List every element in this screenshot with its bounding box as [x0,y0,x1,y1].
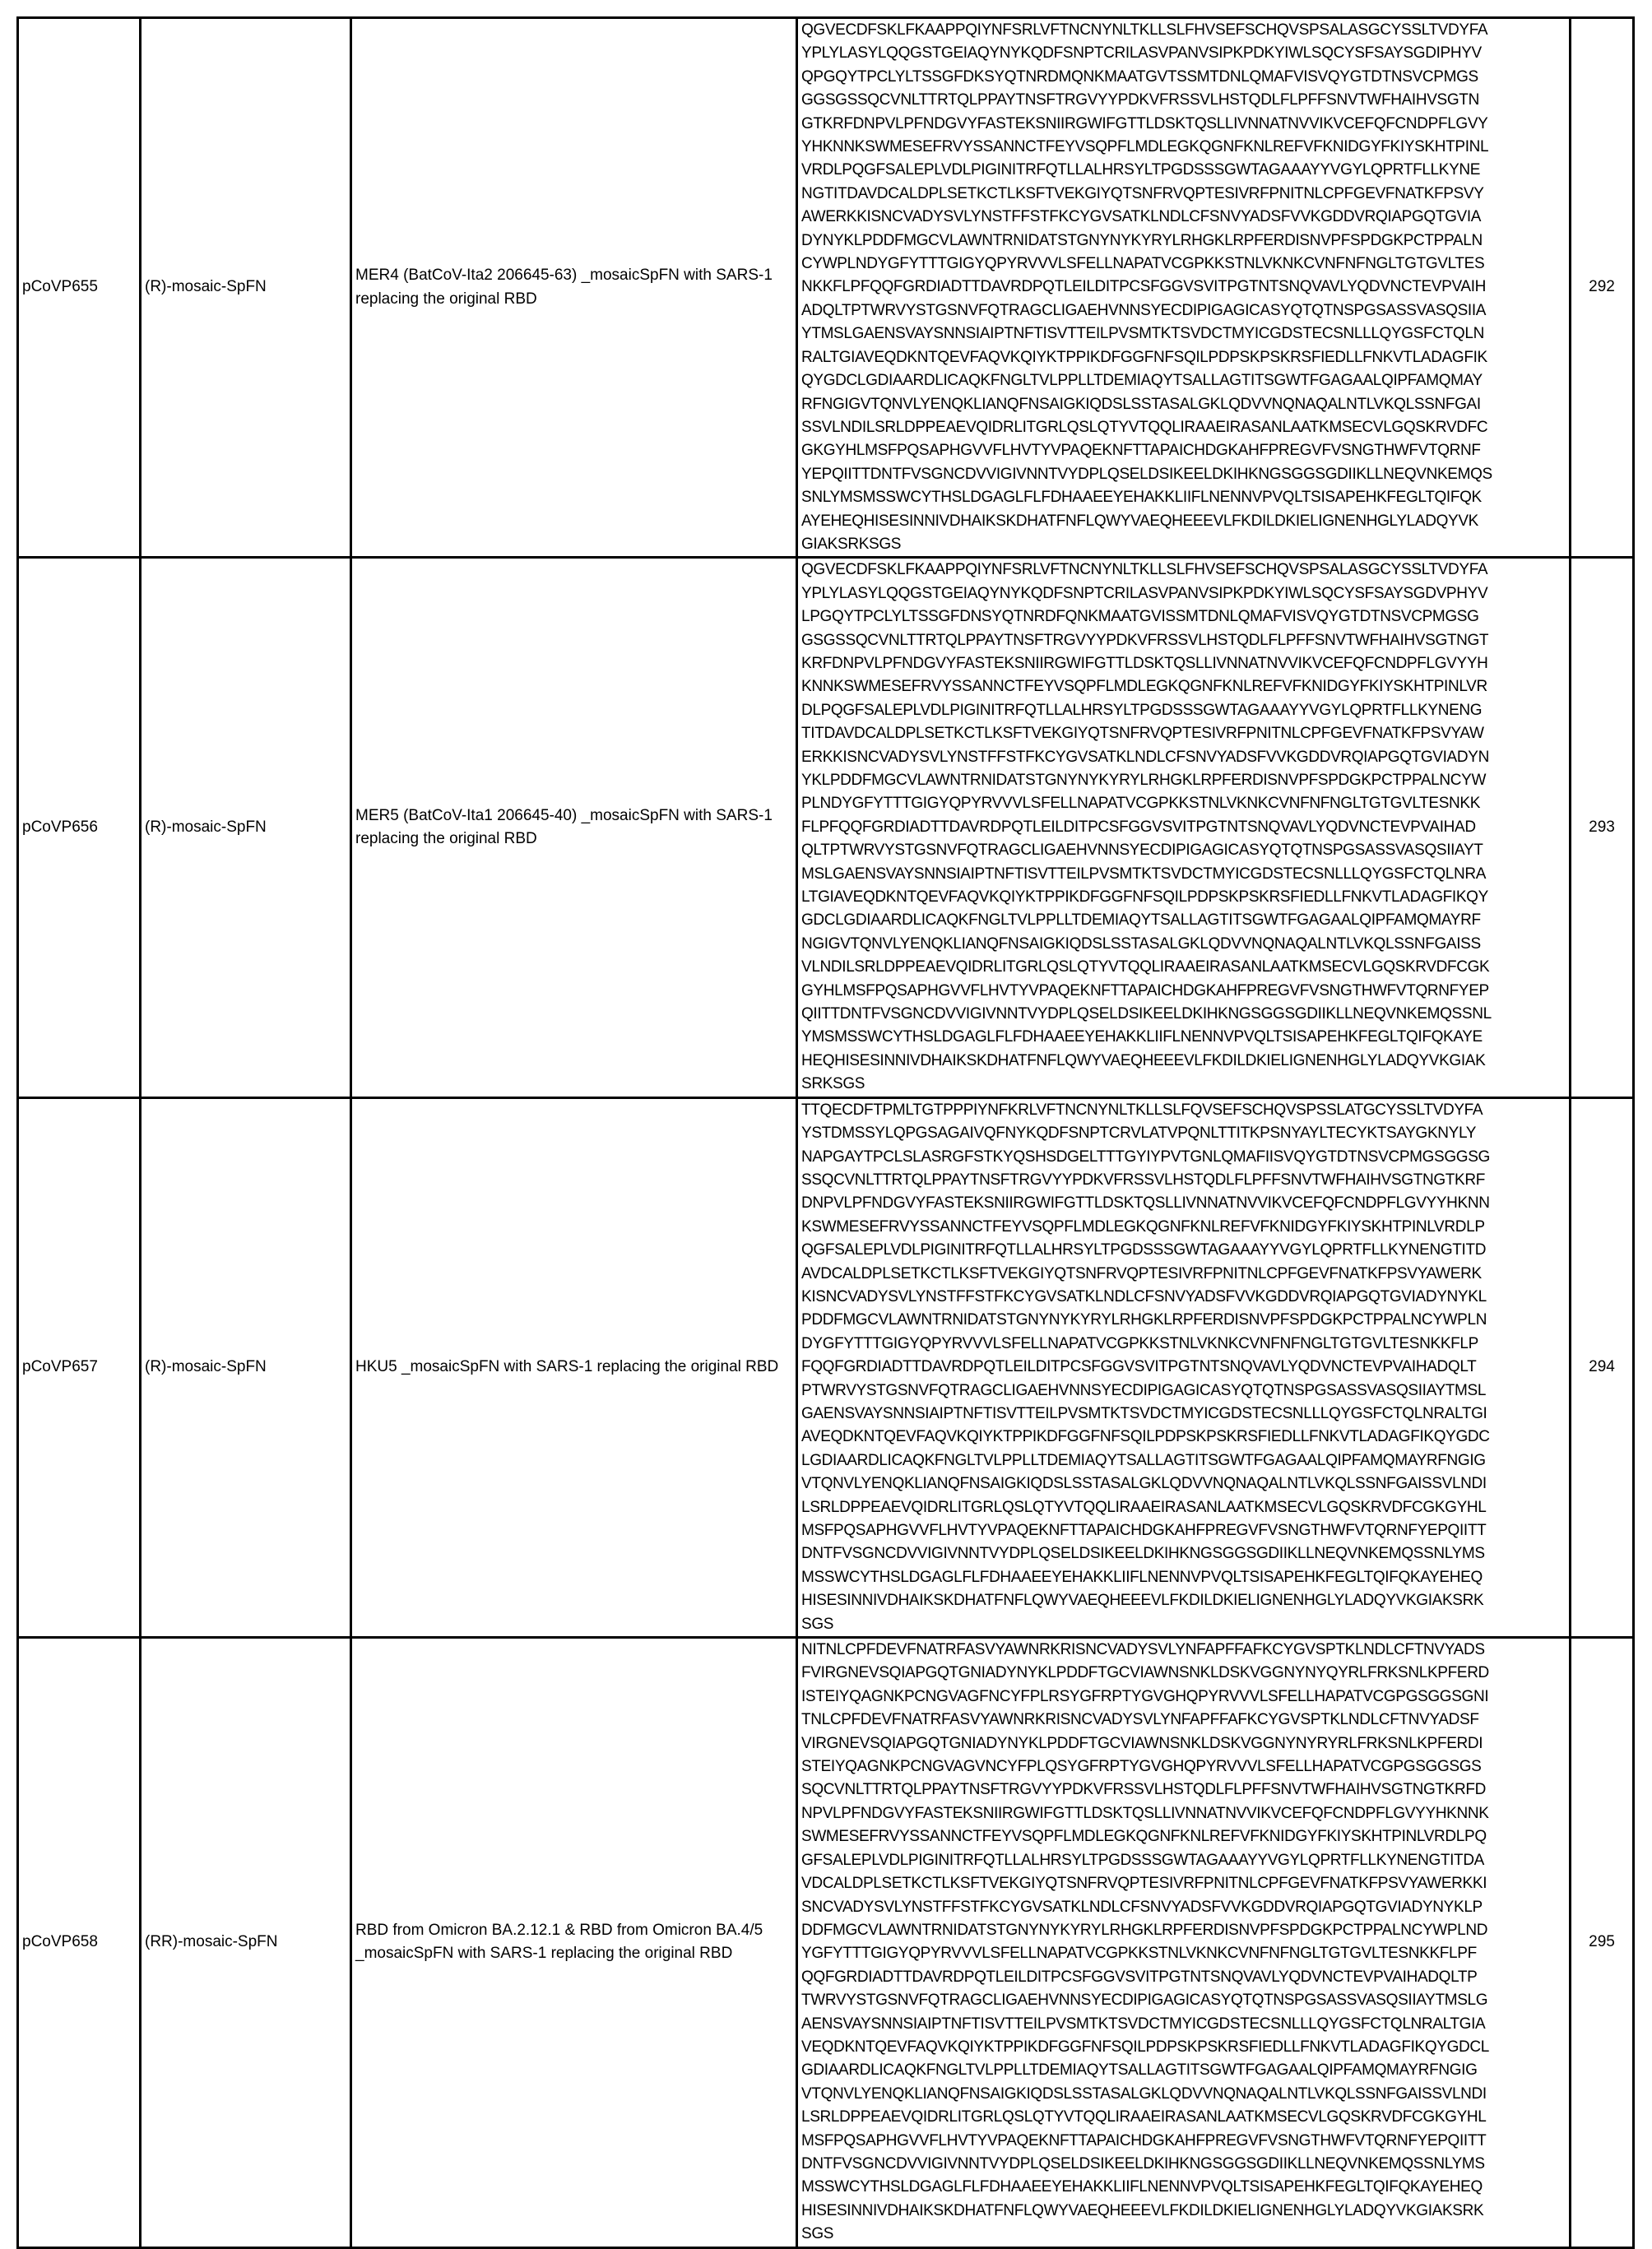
sequence-line: HISESINNIVDHAIKSKDHATFNFLQWYVAEQHEEEVLFKDILDKIELIGNENHGLYLADQYVKGIAKSRK [801,1592,1484,1610]
construct-id-cell: pCoVP658 [18,1638,141,2248]
sequence-line: DDFMGCVLAWNTRNIDATSTGNYNYKYRYLRHGKLRPFERDISNVPFSPDGKPCTPPALNCYWPLND [801,1921,1488,1939]
sequence-line: LSRLDPPEAEVQIDRLITGRLQSLQTYVTQQLIRAAEIRASANLAATKMSECVLGQSKRVDFCGKGYHL [801,2108,1487,2126]
sequence-line: LPGQYTPCLYLTSSGFDNSYQTNRDFQNKMAATGVISSMTDNLQMAFVISVQYGTDTNSVCPMGSG [801,608,1479,626]
sequence-line: GFSALEPLVDLPIGINITRFQTLLALHRSYLTPGDSSSGWTAGAAAYYVGYLQPRTFLLKYNENGTITDA [801,1851,1485,1869]
sequence-line: PDDFMGCVLAWNTRNIDATSTGNYNYKYRYLRHGKLRPFERDISNVPFSPDGKPCTPPALNCYWPLN [801,1311,1487,1329]
sequence-line: AYEHEQHISESINNIVDHAIKSKDHATFNFLQWYVAEQHEEEVLFKDILDKIELIGNENHGLYLADQYVK [801,512,1478,530]
sequence-line: QGVECDFSKLFKAAPPQIYNFSRLVFTNCNYNLTKLLSLFHVSEFSCHQVSPSALASGCYSSLTVDYFA [801,561,1488,579]
sequence-line: VIRGNEVSQIAPGQTGNIADYNYKLPDDFTGCVIAWNSNKLDSKVGGNYNYRYRLFRKSNLKPFERDI [801,1734,1483,1752]
sequence-line: AVEQDKNTQEVFAQVKQIYKTPPIKDFGGFNFSQILPDPSKPSKRSFIEDLLFNKVTLADAGFIKQYGDC [801,1428,1490,1446]
sequence-line: STEIYQAGNKPCNGVAGVNCYFPLQSYGFRPTYGVGHQPYRVVVLSFELLHAPATVCGPGSGGSGS [801,1758,1482,1776]
sequence-line: MSFPQSAPHGVVFLHVTYVPAQEKNFTTAPAICHDGKAHFPREGVFVSNGTHWFVTQRNFYEPQIITT [801,2131,1487,2149]
sequence-line: DNTFVSGNCDVVIGIVNNTVYDPLQSELDSIKEELDKIHKNGSGGSGDIIKLLNEQVNKEMQSSNLYMS [801,2154,1485,2172]
sequence-cell [797,18,1571,558]
sequence-line: GKGYHLMSFPQSAPHGVVFLHVTYVPAQEKNFTTAPAICHDGKAHFPREGVFVSNGTHWFVTQRNF [801,442,1481,460]
sequence-line: VEQDKNTQEVFAQVKQIYKTPPIKDFGGFNFSQILPDPSKPSKRSFIEDLLFNKVTLADAGFIKQYGDCL [801,2038,1489,2056]
sequence-line: HISESINNIVDHAIKSKDHATFNFLQWYVAEQHEEEVLFKDILDKIELIGNENHGLYLADQYVKGIAKSRK [801,2201,1484,2219]
sequence-line: NPVLPFNDGVYFASTEKSNIIRGWIFGTTLDSKTQSLLIVNNATNVVIKVCEFQFCNDPFLGVYYHKNNK [801,1804,1489,1822]
sequence-line: MSSWCYTHSLDGAGLFLFDHAAEEYEHAKKLIIFLNENNVPVQLTSISAPEHKFEGLTQIFQKAYEHEQ [801,2178,1483,2196]
seq-id-number-cell: 294 [1571,1097,1634,1637]
sequence-line: ADQLTPTWRVYSTGSNVFQTRAGCLIGAEHVNNSYECDIPIGAGICASYQTQTNSPGSASSVASQSIIA [801,301,1487,319]
sequence-line: ERKKISNCVADYSVLYNSTFFSTFKCYGVSATKLNDLCFSNVYADSFVVKGDDVRQIAPGQTGVIADYN [801,748,1489,766]
sequence-cell [797,1638,1571,2248]
sequence-line: PTWRVYSTGSNVFQTRAGCLIGAEHVNNSYECDIPIGAGICASYQTQTNSPGSASSVASQSIIAYTMSL [801,1381,1487,1399]
sequence-line: YEPQIITTDNTFVSGNCDVVIGIVNNTVYDPLQSELDSIKEELDKIHKNGSGGSGDIIKLLNEQVNKEMQS [801,465,1492,483]
sequence-line: LSRLDPPEAEVQIDRLITGRLQSLQTYVTQQLIRAAEIRASANLAATKMSECVLGQSKRVDFCGKGYHL [801,1498,1487,1516]
sequence-line: HEQHISESINNIVDHAIKSKDHATFNFLQWYVAEQHEEEVLFKDILDKIELIGNENHGLYLADQYVKGIAK [801,1051,1486,1069]
sequence-line: SRKSGS [801,1075,865,1093]
sequence-line: QQFGRDIADTTDAVRDPQTLEILDITPCSFGGVSVITPGTNTSNQVAVLYQDVNCTEVPVAIHADQLTP [801,1968,1478,1986]
sequence-line: NITNLCPFDEVFNATRFASVYAWNRKRISNCVADYSVLYNFAPFFAFKCYGVSPTKLNDLCFTNVYADS [801,1641,1485,1659]
sequence-line: KNNKSWMESEFRVYSSANNCTFEYVSQPFLMDLEGKQGNFKNLREFVFKNIDGYFKIYSKHTPINLVR [801,678,1487,696]
table-row [18,558,1634,1097]
sequence-line: DYNYKLPDDFMGCVLAWNTRNIDATSTGNYNYKYRYLRHGKLRPFERDISNVPFSPDGKPCTPPALN [801,231,1483,249]
construct-type-cell: (RR)-mosaic-SpFN [141,1638,351,2248]
construct-type-cell: (R)-mosaic-SpFN [141,1097,351,1637]
sequence-line: QGVECDFSKLFKAAPPQIYNFSRLVFTNCNYNLTKLLSLFHVSEFSCHQVSPSALASGCYSSLTVDYFA [801,21,1488,39]
sequence-line: TTQECDFTPMLTGTPPPIYNFKRLVFTNCNYNLTKLLSLFQVSEFSCHQVSPSSLATGCYSSLTVDYFA [801,1101,1483,1119]
sequence-line: SGS [801,2225,834,2243]
sequence-line: QYGDCLGDIAARDLICAQKFNGLTVLPPLLTDEMIAQYTSALLAGTITSGWTFGAGAALQIPFAMQMAY [801,372,1483,390]
sequence-line: RFNGIGVTQNVLYENQKLIANQFNSAIGKIQDSLSSTASALGKLQDVVNQNAQALNTLVKQLSSNFGAI [801,395,1481,413]
sequence-line: AWERKKISNCVADYSVLYNSTFFSTFKCYGVSATKLNDLCFSNVYADSFVVKGDDVRQIAPGQTGVIA [801,208,1482,226]
sequence-line: KRFDNPVLPFNDGVYFASTEKSNIIRGWIFGTTLDSKTQSLLIVNNATNVVIKVCEFQFCNDPFLGVYYH [801,654,1488,672]
sequence-line: YGFYTTTGIGYQPYRVVVLSFELLNAPATVCGPKKSTNLVKNKCVNFNFNGLTGTGVLTESNKKFLPF [801,1945,1477,1963]
sequence-line: VTQNVLYENQKLIANQFNSAIGKIQDSLSSTASALGKLQDVVNQNAQALNTLVKQLSSNFGAISSVLNDI [801,2084,1487,2103]
construct-id-cell: pCoVP657 [18,1097,141,1637]
sequence-line: MSSWCYTHSLDGAGLFLFDHAAEEYEHAKKLIIFLNENNVPVQLTSISAPEHKFEGLTQIFQKAYEHEQ [801,1568,1483,1586]
sequence-line: GDCLGDIAARDLICAQKFNGLTVLPPLLTDEMIAQYTSALLAGTITSGWTFGAGAALQIPFAMQMAYRF [801,911,1481,930]
sequence-line: GSGSSQCVNLTTRTQLPPAYTNSFTRGVYYPDKVFRSSVLHSTQDLFLPFFSNVTWFHAIHVSGTNGT [801,631,1489,649]
sequence-line: FQQFGRDIADTTDAVRDPQTLEILDITPCSFGGVSVITPGTNTSNQVAVLYQDVNCTEVPVAIHADQLT [801,1358,1477,1376]
sequence-line: DLPQGFSALEPLVDLPIGINITRFQTLLALHRSYLTPGDSSSGWTAGAAAYYVGYLQPRTFLLKYNENG [801,701,1483,719]
sequence-line: DNPVLPFNDGVYFASTEKSNIIRGWIFGTTLDSKTQSLLIVNNATNVVIKVCEFQFCNDPFLGVYYHKNN [801,1194,1490,1213]
table-row [18,18,1634,558]
sequence-line: SWMESEFRVYSSANNCTFEYVSQPFLMDLEGKQGNFKNLREFVFKNIDGYFKIYSKHTPINLVRDLPQ [801,1828,1487,1846]
seq-id-number-cell: 295 [1571,1638,1634,2248]
sequence-line: AVDCALDPLSETKCTLKSFTVEKGIYQTSNFRVQPTESIVRFPNITNLCPFGEVFNATKFPSVYAWERK [801,1264,1482,1282]
sequence-line: NKKFLPFQQFGRDIADTTDAVRDPQTLEILDITPCSFGGVSVITPGTNTSNQVAVLYQDVNCTEVPVAIH [801,278,1487,296]
sequence-line: RALTGIAVEQDKNTQEVFAQVKQIYKTPPIKDFGGFNFSQILPDPSKPSKRSFIEDLLFNKVTLADAGFIK [801,348,1487,366]
sequence-line: YPLYLASYLQQGSTGEIAQYNYKQDFSNPTCRILASVPANVSIPKPDKYIWLSQCYSFSAYSGDIPHYV [801,44,1482,63]
sequence-line: YKLPDDFMGCVLAWNTRNIDATSTGNYNYKYRYLRHGKLRPFERDISNVPFSPDGKPCTPPALNCYW [801,772,1487,789]
sequence-line: SNLYMSMSSWCYTHSLDGAGLFLFDHAAEEYEHAKKLIIFLNENNVPVQLTSISAPEHKFEGLTQIFQK [801,489,1482,507]
sequence-line: VTQNVLYENQKLIANQFNSAIGKIQDSLSSTASALGKLQDVVNQNAQALNTLVKQLSSNFGAISSVLNDI [801,1475,1487,1493]
sequence-line: TITDAVDCALDPLSETKCTLKSFTVEKGIYQTSNFRVQPTESIVRFPNITNLCPFGEVFNATKFPSVYAW [801,725,1484,743]
sequence-line: YMSMSSWCYTHSLDGAGLFLFDHAAEEYEHAKKLIIFLNENNVPVQLTSISAPEHKFEGLTQIFQKAYE [801,1028,1483,1046]
sequence-line: ISTEIYQAGNKPCNGVAGFNCYFPLRSYGFRPTYGVGHQPYRVVVLSFELLHAPATVCGPGSGGSGNI [801,1687,1489,1705]
sequence-line: FVIRGNEVSQIAPGQTGNIADYNYKLPDDFTGCVIAWNSNKLDSKVGGNYNYQYRLFRKSNLKPFERD [801,1664,1489,1682]
sequence-line: CYWPLNDYGFYTTTGIGYQPYRVVVLSFELLNAPATVCGPKKSTNLVKNKCVNFNFNGLTGTGVLTES [801,255,1485,273]
sequence-line: SGS [801,1615,834,1633]
sequence-line: NAPGAYTPCLSLASRGFSTKYQSHSDGELTTTGYIYPVTGNLQMAFIISVQYGTDTNSVCPMGSGGSG [801,1148,1490,1166]
sequence-line: QPGQYTPCLYLTSSGFDKSYQTNRDMQNKMAATGVTSSMTDNLQMAFVISVQYGTDTNSVCPMGS [801,67,1478,86]
sequence-line: YSTDMSSYLQPGSAGAIVQFNYKQDFSNPTCRVLATVPQNLTTITKPSNYAYLTECYKTSAYGKNYLY [801,1124,1477,1143]
sequence-line: FLPFQQFGRDIADTTDAVRDPQTLEILDITPCSFGGVSVITPGTNTSNQVAVLYQDVNCTEVPVAIHAD [801,818,1476,836]
sequence-line: TNLCPFDEVFNATRFASVYAWNRKRISNCVADYSVLYNFAPFFAFKCYGVSPTKLNDLCFTNVYADSF [801,1711,1479,1729]
sequence-line: MSFPQSAPHGVVFLHVTYVPAQEKNFTTAPAICHDGKAHFPREGVFVSNGTHWFVTQRNFYEPQIITT [801,1522,1487,1539]
sequence-line: KISNCVADYSVLYNSTFFSTFKCYGVSATKLNDLCFSNVYADSFVVKGDDVRQIAPGQTGVIADYNYKL [801,1287,1487,1305]
description-cell: RBD from Omicron BA.2.12.1 & RBD from Omicron BA.4/5 _mosaicSpFN with SARS-1 replacing the original RBD [351,1638,797,2248]
sequence-cell [797,558,1571,1097]
sequence-line: SNCVADYSVLYNSTFFSTFKCYGVSATKLNDLCFSNVYADSFVVKGDDVRQIAPGQTGVIADYNYKLP [801,1898,1483,1916]
sequence-line: VDCALDPLSETKCTLKSFTVEKGIYQTSNFRVQPTESIVRFPNITNLCPFGEVFNATKFPSVYAWERKKI [801,1875,1487,1893]
sequence-line: LTGIAVEQDKNTQEVFAQVKQIYKTPPIKDFGGFNFSQILPDPSKPSKRSFIEDLLFNKVTLADAGFIKQY [801,888,1488,907]
sequence-line: DNTFVSGNCDVVIGIVNNTVYDPLQSELDSIKEELDKIHKNGSGGSGDIIKLLNEQVNKEMQSSNLYMS [801,1545,1485,1563]
sequence-cell [797,1097,1571,1637]
sequence-line: QGFSALEPLVDLPIGINITRFQTLLALHRSYLTPGDSSSGWTAGAAAYYVGYLQPRTFLLKYNENGTITD [801,1241,1487,1259]
sequence-line: GYHLMSFPQSAPHGVVFLHVTYVPAQEKNFTTAPAICHDGKAHFPREGVFVSNGTHWFVTQRNFYEP [801,981,1489,999]
sequence-line: YPLYLASYLQQGSTGEIAQYNYKQDFSNPTCRILASVPANVSIPKPDKYIWLSQCYSFSAYSGDVPHYV [801,584,1488,602]
sequence-line: GTKRFDNPVLPFNDGVYFASTEKSNIIRGWIFGTTLDSKTQSLLIVNNATNVVIKVCEFQFCNDPFLGVY [801,114,1488,132]
table-row [18,1638,1634,2248]
sequence-line: MSLGAENSVAYSNNSIAIPTNFTISVTTEILPVSMTKTSVDCTMYICGDSTECSNLLLQYGSFCTQLNRA [801,865,1487,883]
sequence-line: VLNDILSRLDPPEAEVQIDRLITGRLQSLQTYVTQQLIRAAEIRASANLAATKMSECVLGQSKRVDFCGK [801,958,1490,976]
sequence-line: GDIAARDLICAQKFNGLTVLPPLLTDEMIAQYTSALLAGTITSGWTFGAGAALQIPFAMQMAYRFNGIG [801,2061,1478,2080]
sequence-line: QIITTDNTFVSGNCDVVIGIVNNTVYDPLQSELDSIKEELDKIHKNGSGGSGDIIKLLNEQVNKEMQSSNL [801,1005,1492,1023]
sequence-line: SSQCVNLTTRTQLPPAYTNSFTRGVYYPDKVFRSSVLHSTQDLFLPFFSNVTWFHAIHVSGTNGTKRF [801,1171,1485,1189]
sequence-line: GAENSVAYSNNSIAIPTNFTISVTTEILPVSMTKTSVDCTMYICGDSTECSNLLLQYGSFCTQLNRALTGI [801,1404,1487,1422]
construct-type-cell: (R)-mosaic-SpFN [141,18,351,558]
sequence-line: PLNDYGFYTTTGIGYQPYRVVVLSFELLNAPATVCGPKKSTNLVKNKCVNFNFNGLTGTGVLTESNKK [801,795,1481,813]
seq-id-number-cell: 292 [1571,18,1634,558]
sequence-line: QLTPTWRVYSTGSNVFQTRAGCLIGAEHVNNSYECDIPIGAGICASYQTQTNSPGSASSVASQSIIAYT [801,842,1483,860]
sequence-line: KSWMESEFRVYSSANNCTFEYVSQPFLMDLEGKQGNFKNLREFVFKNIDGYFKIYSKHTPINLVRDLP [801,1217,1485,1236]
construct-id-cell: pCoVP655 [18,18,141,558]
sequence-line: YHKNNKSWMESEFRVYSSANNCTFEYVSQPFLMDLEGKQGNFKNLREFVFKNIDGYFKIYSKHTPINL [801,138,1489,156]
sequence-line: NGTITDAVDCALDPLSETKCTLKSFTVEKGIYQTSNFRVQPTESIVRFPNITNLCPFGEVFNATKFPSVY [801,184,1484,202]
construct-id-cell: pCoVP656 [18,558,141,1097]
sequence-line: GGSGSSQCVNLTTRTQLPPAYTNSFTRGVYYPDKVFRSSVLHSTQDLFLPFFSNVTWFHAIHVSGTN [801,91,1479,109]
sequence-line: VRDLPQGFSALEPLVDLPIGINITRFQTLLALHRSYLTPGDSSSGWTAGAAAYYVGYLQPRTFLLKYNE [801,161,1481,179]
seq-id-number-cell: 293 [1571,558,1634,1097]
description-cell: MER4 (BatCoV-Ita2 206645-63) _mosaicSpFN with SARS-1 replacing the original RBD [351,18,797,558]
construct-type-cell: (R)-mosaic-SpFN [141,558,351,1097]
sequence-line: SQCVNLTTRTQLPPAYTNSFTRGVYYPDKVFRSSVLHSTQDLFLPFFSNVTWFHAIHVSGTNGTKRFD [801,1781,1487,1799]
sequence-line: YTMSLGAENSVAYSNNSIAIPTNFTISVTTEILPVSMTKTSVDCTMYICGDSTECSNLLLQYGSFCTQLN [801,325,1484,343]
sequence-line: SSVLNDILSRLDPPEAEVQIDRLITGRLQSLQTYVTQQLIRAAEIRASANLAATKMSECVLGQSKRVDFC [801,418,1488,436]
sequence-table [16,16,1635,2249]
table-body [18,18,1634,2248]
sequence-line: AENSVAYSNNSIAIPTNFTISVTTEILPVSMTKTSVDCTMYICGDSTECSNLLLQYGSFCTQLNRALTGIA [801,2015,1486,2033]
table-row [18,1097,1634,1637]
sequence-line: GIAKSRKSGS [801,535,902,553]
sequence-line: LGDIAARDLICAQKFNGLTVLPPLLTDEMIAQYTSALLAGTITSGWTFGAGAALQIPFAMQMAYRFNGIG [801,1451,1486,1469]
description-cell: MER5 (BatCoV-Ita1 206645-40) _mosaicSpFN with SARS-1 replacing the original RBD [351,558,797,1097]
sequence-line: NGIGVTQNVLYENQKLIANQFNSAIGKIQDSLSSTASALGKLQDVVNQNAQALNTLVKQLSSNFGAISS [801,934,1481,953]
description-cell: HKU5 _mosaicSpFN with SARS-1 replacing the original RBD [351,1097,797,1637]
sequence-line: DYGFYTTTGIGYQPYRVVVLSFELLNAPATVCGPKKSTNLVKNKCVNFNFNGLTGTGVLTESNKKFLP [801,1334,1478,1352]
sequence-line: TWRVYSTGSNVFQTRAGCLIGAEHVNNSYECDIPIGAGICASYQTQTNSPGSASSVASQSIIAYTMSLG [801,1992,1488,2010]
